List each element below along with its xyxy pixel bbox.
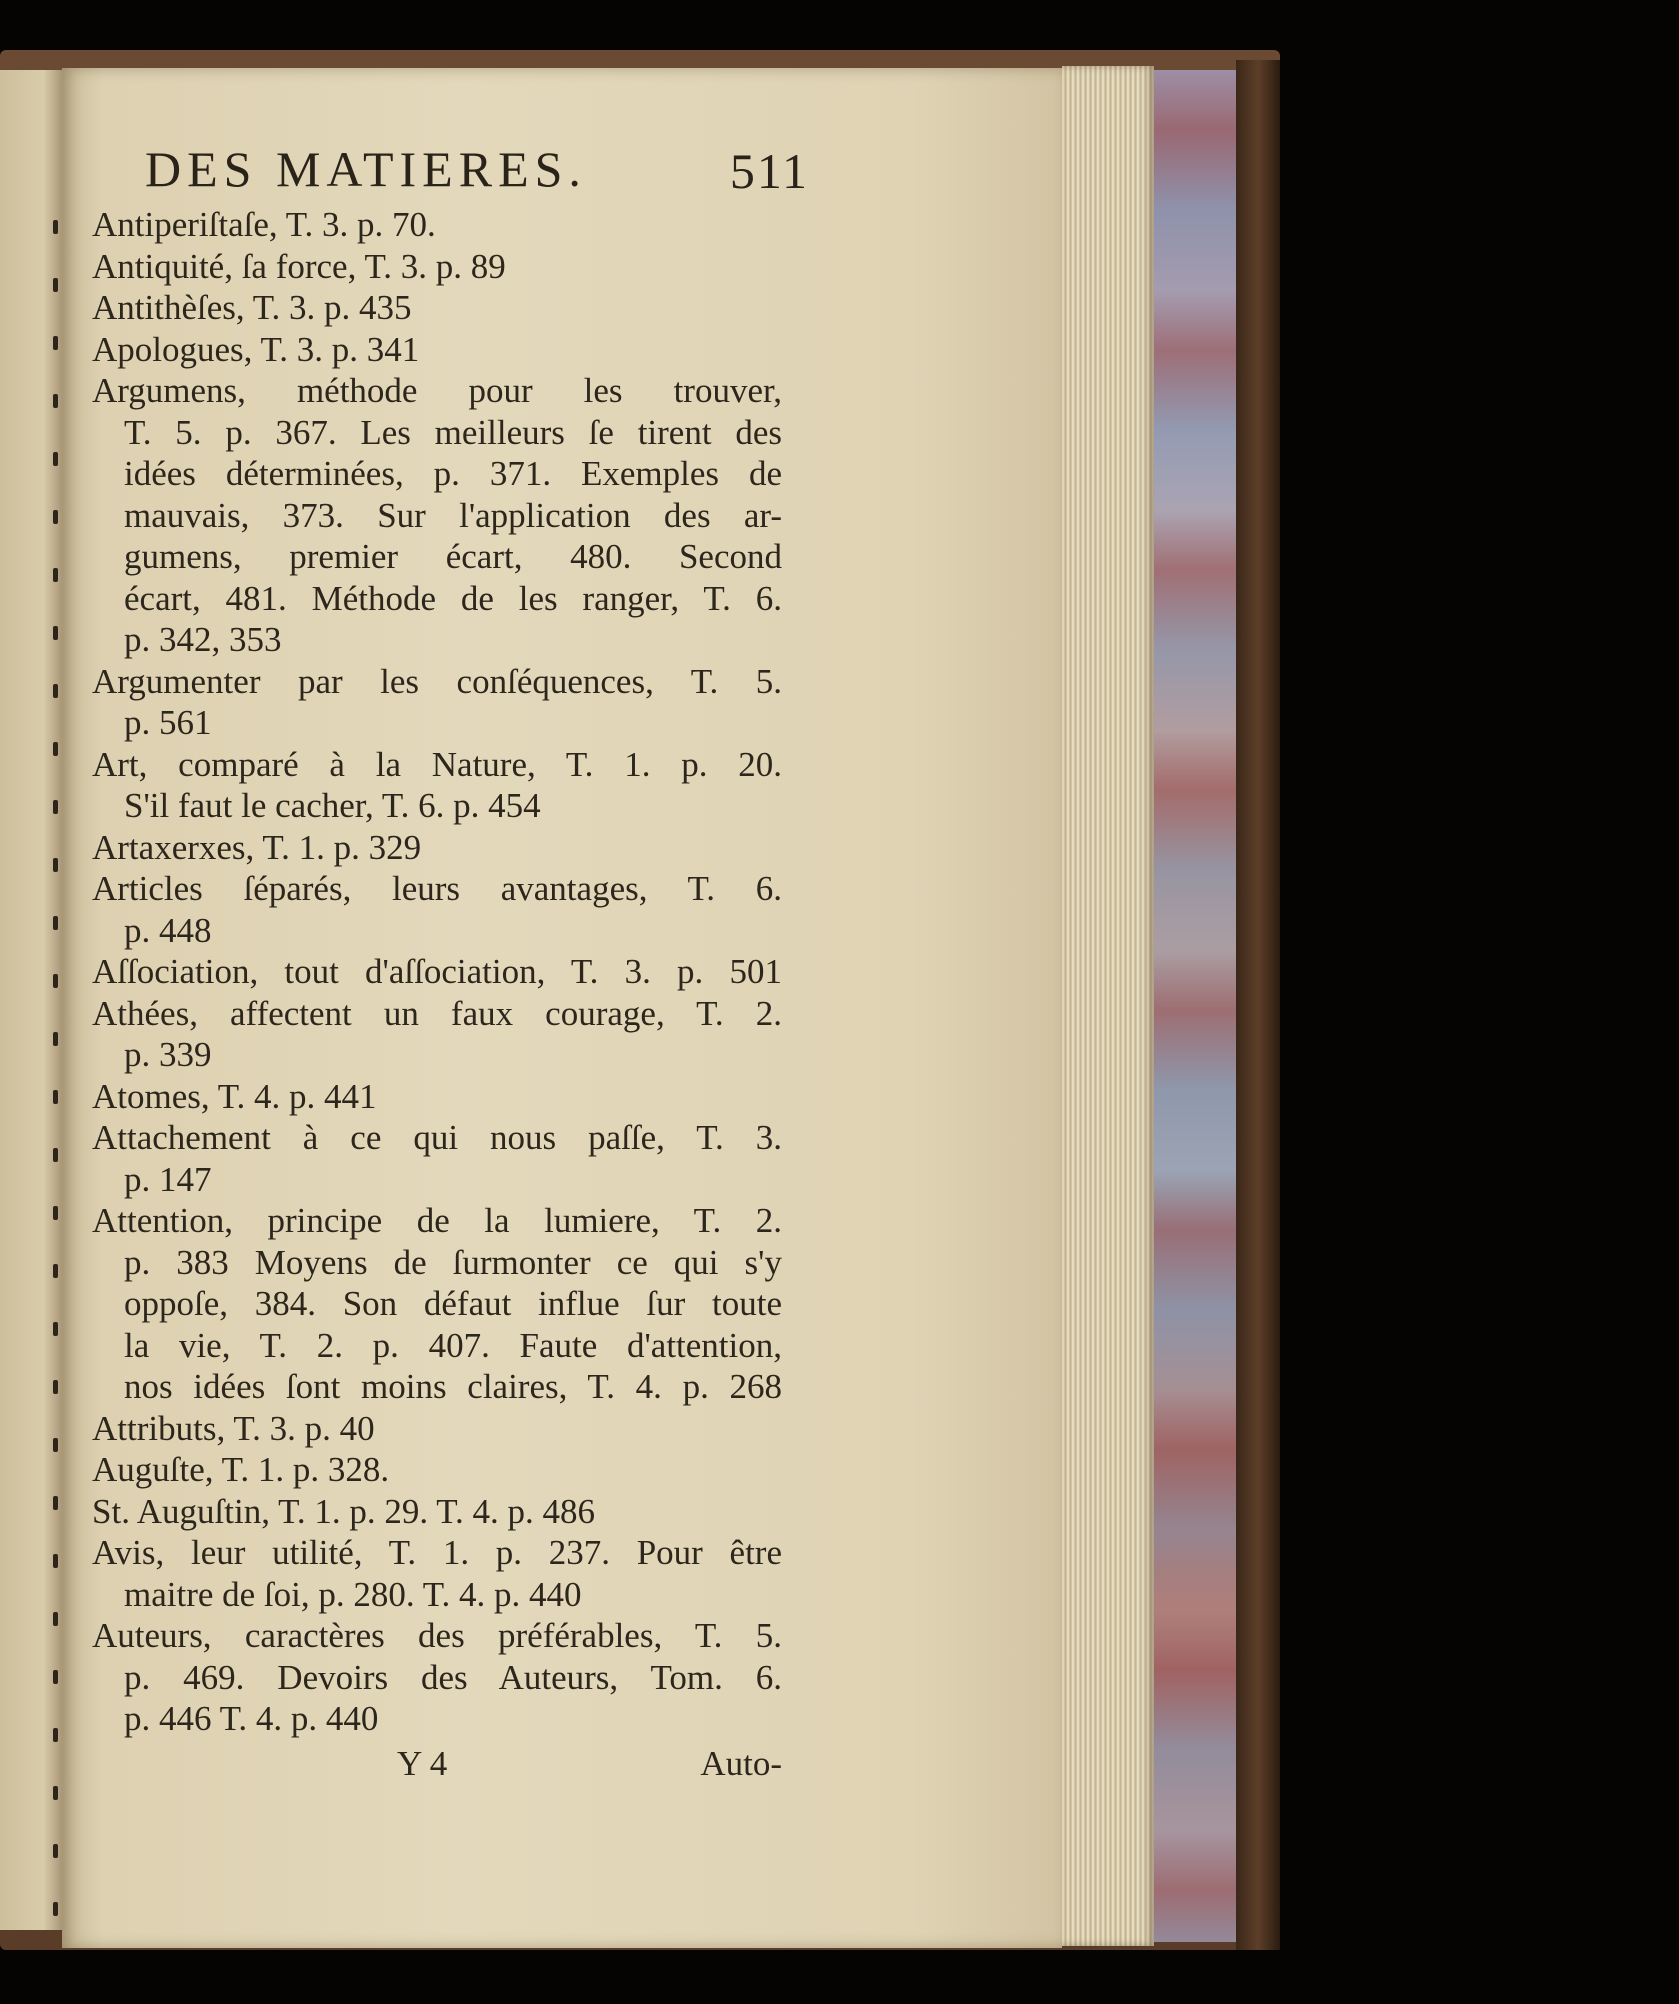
text-fragment-mark (53, 1670, 58, 1684)
header-title: DES MATIERES. (145, 141, 587, 197)
index-entry: Articles ſéparés, leurs avantages, T. 6. (92, 869, 782, 908)
text-fragment-mark (53, 1380, 58, 1394)
text-fragment-mark (53, 1438, 58, 1452)
index-entry-continuation: p. 339 (124, 1035, 212, 1074)
index-entry: Antiquité, ſa force, T. 3. p. 89 (92, 246, 506, 286)
text-fragment-mark (53, 1786, 58, 1800)
index-entry: Attributs, T. 3. p. 40 (92, 1408, 375, 1448)
index-entry-continuation: mauvais, 373. Sur l'application des ar- (124, 495, 782, 535)
facing-page-edge (0, 70, 62, 1930)
signature-mark: Y 4 (397, 1744, 448, 1783)
text-fragment-mark (53, 510, 58, 524)
text-fragment-mark (53, 220, 58, 234)
index-entry-continuation: nos idées ſont moins claires, T. 4. p. 268 (124, 1367, 782, 1406)
catchword: Auto- (700, 1744, 782, 1783)
text-fragment-mark (53, 452, 58, 466)
index-entry: Athées, affectent un faux courage, T. 2. (92, 993, 782, 1033)
page-number: 511 (729, 143, 809, 199)
index-entry-continuation: idées déterminées, p. 371. Exemples de (124, 454, 782, 493)
text-fragment-mark (53, 916, 58, 930)
page-footer (92, 1744, 782, 1790)
index-entry-continuation: p. 561 (124, 703, 212, 742)
index-entry-continuation: p. 469. Devoirs des Auteurs, Tom. 6. (124, 1657, 782, 1697)
text-fragment-mark (53, 1264, 58, 1278)
text-fragment-mark (53, 974, 58, 988)
index-entry: Attachement à ce qui nous paſſe, T. 3. (92, 1118, 782, 1157)
text-fragment-mark (53, 1902, 58, 1916)
index-entry: Antithèſes, T. 3. p. 435 (92, 288, 412, 327)
index-entry: Artaxerxes, T. 1. p. 329 (92, 827, 422, 867)
index-entry: Auguſte, T. 1. p. 328. (92, 1450, 390, 1489)
index-entries (92, 204, 782, 1740)
text-fragment-mark (53, 1206, 58, 1220)
index-entry-continuation: maitre de ſoi, p. 280. T. 4. p. 440 (124, 1574, 582, 1614)
text-fragment-mark (53, 1090, 58, 1104)
index-entry-continuation: oppoſe, 384. Son défaut influe ſur toute (124, 1284, 782, 1323)
index-entry-continuation: S'il faut le cacher, T. 6. p. 454 (124, 786, 541, 825)
index-entry: Atomes, T. 4. p. 441 (92, 1076, 377, 1116)
index-entry: Antiperiſtaſe, T. 3. p. 70. (92, 205, 436, 244)
index-entry: Argumenter par les conſéquences, T. 5. (92, 661, 782, 701)
text-fragment-mark (53, 1728, 58, 1742)
index-entry: Auteurs, caractères des préférables, T. 5. (92, 1616, 782, 1655)
index-entry-continuation: p. 147 (124, 1159, 212, 1199)
index-entry: St. Auguſtin, T. 1. p. 29. T. 4. p. 486 (92, 1491, 596, 1531)
text-fragment-mark (53, 742, 58, 756)
index-entry-continuation: la vie, T. 2. p. 407. Faute d'attention, (124, 1325, 782, 1365)
facing-page-text-fragments (0, 70, 62, 1930)
text-fragment-mark (53, 1496, 58, 1510)
text-fragment-mark (53, 394, 58, 408)
index-entry: Art, comparé à la Nature, T. 1. p. 20. (92, 744, 782, 784)
page-block-edges (1062, 66, 1154, 1946)
text-fragment-mark (53, 858, 58, 872)
index-entry: Avis, leur utilité, T. 1. p. 237. Pour être (92, 1533, 782, 1572)
index-entry-continuation: écart, 481. Méthode de les ranger, T. 6. (124, 578, 782, 618)
text-fragment-mark (53, 1148, 58, 1162)
text-fragment-mark (53, 1844, 58, 1858)
index-entry: Argumens, méthode pour les trouver, (92, 371, 782, 410)
text-fragment-mark (53, 626, 58, 640)
index-entry: Attention, principe de la lumiere, T. 2. (92, 1201, 782, 1240)
index-entry-continuation: p. 448 (124, 910, 212, 950)
index-entry: Apologues, T. 3. p. 341 (92, 329, 420, 369)
text-fragment-mark (53, 684, 58, 698)
text-fragment-mark (53, 336, 58, 350)
text-fragment-mark (53, 800, 58, 814)
index-entry-continuation: p. 383 Moyens de ſurmonter ce qui s'y (124, 1242, 782, 1282)
marbled-fore-edge (1154, 70, 1236, 1942)
text-fragment-mark (53, 278, 58, 292)
index-entry-continuation: gumens, premier écart, 480. Second (124, 537, 782, 576)
text-fragment-mark (53, 1554, 58, 1568)
text-fragment-mark (53, 1032, 58, 1046)
index-entry-continuation: T. 5. p. 367. Les meilleurs ſe tirent des (124, 412, 782, 452)
index-entry: Aſſociation, tout d'aſſociation, T. 3. p. 501 (92, 952, 782, 991)
text-fragment-mark (53, 568, 58, 582)
running-header (85, 140, 815, 204)
text-fragment-mark (53, 1322, 58, 1336)
index-entry-continuation: p. 342, 353 (124, 620, 282, 659)
binding-edge (1236, 60, 1280, 1950)
index-entry-continuation: p. 446 T. 4. p. 440 (124, 1699, 379, 1738)
text-fragment-mark (53, 1612, 58, 1626)
